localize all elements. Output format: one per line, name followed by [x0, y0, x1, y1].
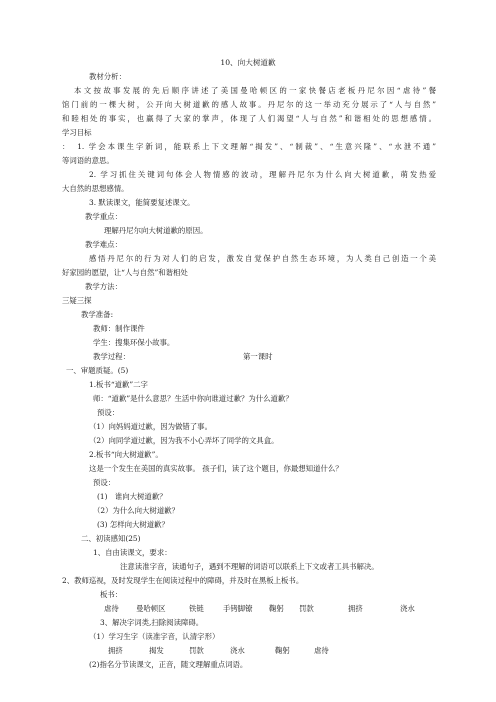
method-heading: 教学方法：: [85, 282, 122, 291]
story-intro: 这是一个发生在美国的真实故事。 孩子们，读了这个题目，你最想知道什么？: [89, 464, 343, 473]
board-word: 浇水: [400, 604, 415, 613]
preset-2-item: (1) 谁向大树道歉？: [97, 492, 167, 501]
lesson-title: 10、向大树道歉: [220, 58, 276, 67]
difficulty-heading: 教学难点：: [85, 240, 122, 249]
board-word: 虐待: [104, 604, 119, 613]
new-char: 拥挤: [108, 646, 123, 655]
analysis-line: 和睦相处的事实，也赢得了大家的掌声，体现了人们渴望“人与自然”和谐相处的思想感情。: [62, 114, 436, 123]
new-char: 揭发: [149, 646, 164, 655]
analysis-line: 馆门前的一棵大树，公开向大树道歉的感人故事。丹尼尔的这一举动充分展示了“人与自然”: [62, 100, 436, 109]
preset-2-item: （2）为什么向大树道歉？: [93, 506, 180, 515]
board-1: 1.板书“道歉”二字: [89, 380, 148, 389]
goal-2-line: 大自然的思想感情。: [62, 184, 129, 193]
board-word: 手铐脚镣: [223, 604, 253, 613]
preset-2-item: (3) 怎样向大树道歉？: [97, 520, 169, 529]
ask-apology: 师：“道歉”是什么意思？生活中你向谁道过歉？为什么道歉？: [93, 394, 293, 403]
new-char: 虐待: [314, 646, 329, 655]
teacher-prep: 教师：制作课件: [93, 324, 145, 333]
key-point: 理解丹尼尔向大树道歉的原因。: [104, 226, 208, 235]
preset-1-item: （2）向同学道过歉，因为我不小心弄坏了同学的文具盒。: [89, 436, 279, 445]
difficulty-line: 感悟丹尼尔的行为对人们的启发，激发自觉保护自然生态环境，为人类自己创造一个美: [89, 254, 436, 263]
goals-heading: 学习目标: [62, 128, 92, 137]
process-label: 教学过程：: [93, 352, 130, 361]
preset-1-label: 预设：: [97, 408, 120, 417]
key-heading: 教学重点：: [85, 212, 122, 221]
step-1-heading: 一、审题质疑。(5): [66, 366, 129, 375]
difficulty-line: 好家园的愿望，让“人与自然”和谐相处: [62, 268, 188, 277]
board-heading: 板书：: [100, 590, 123, 599]
teacher-patrol: 2、教师巡视，及时发现学生在阅读过程中的障碍，并及时在黑板上板书。: [62, 576, 304, 585]
self-read-requirement: 注意读准字音，读通句子，遇到不理解的词语可以联系上下文或者工具书解决。: [120, 562, 379, 571]
lesson-label: 第一课时: [243, 352, 273, 361]
preset-2-label: 预设：: [93, 478, 116, 487]
board-word: 罚款: [299, 604, 314, 613]
new-char: 浇水: [230, 646, 245, 655]
step-3: 3、解决字词类,扫除阅读障碍。: [100, 618, 204, 627]
student-prep: 学生：搜集环保小故事。: [93, 338, 175, 347]
goal-2-line: 2. 学习抓住关键词句体会人物情感的波动，理解丹尼尔为什么向大树道歉，萌发热爱: [89, 170, 436, 179]
goal-1-line: ： 1. 学会本课生字新词，能联系上下文理解“揭发”、“制裁”、“生意兴隆”、“水泄不通”: [62, 142, 436, 151]
board-word: 铁链: [189, 604, 204, 613]
board-2: 2.板书“向大树道歉”。: [89, 450, 163, 459]
step-2-heading: 二、初读感知(25): [81, 534, 141, 543]
goal-1-line: 等词语的意思。: [62, 156, 114, 165]
step-3-2: (2)指名分节读课文，正音，随文理解重点词语。: [89, 660, 248, 669]
new-char: 罚款: [189, 646, 204, 655]
method: 三疑三探: [62, 296, 92, 305]
analysis-line: 本文按故事发展的先后顺序讲述了美国曼哈顿区的一家快餐店老板丹尼尔因“虐待”餐: [74, 86, 436, 95]
analysis-heading: 教材分析：: [89, 72, 126, 81]
goal-3: 3. 默读课文，能简要复述课文。: [89, 198, 195, 207]
board-word: 鞠躬: [269, 604, 284, 613]
prep-heading: 教学准备:: [81, 310, 114, 319]
board-word: 曼哈顿区: [136, 604, 166, 613]
self-read: 1、自由读课文，要求：: [93, 548, 172, 557]
new-char: 鞠躬: [275, 646, 290, 655]
preset-1-item: （1）向妈妈道过歉，因为做错了事。: [89, 422, 212, 431]
step-3-1: （1）学习生字（读准字音，认清字形）: [89, 632, 220, 641]
board-word: 拥挤: [348, 604, 363, 613]
